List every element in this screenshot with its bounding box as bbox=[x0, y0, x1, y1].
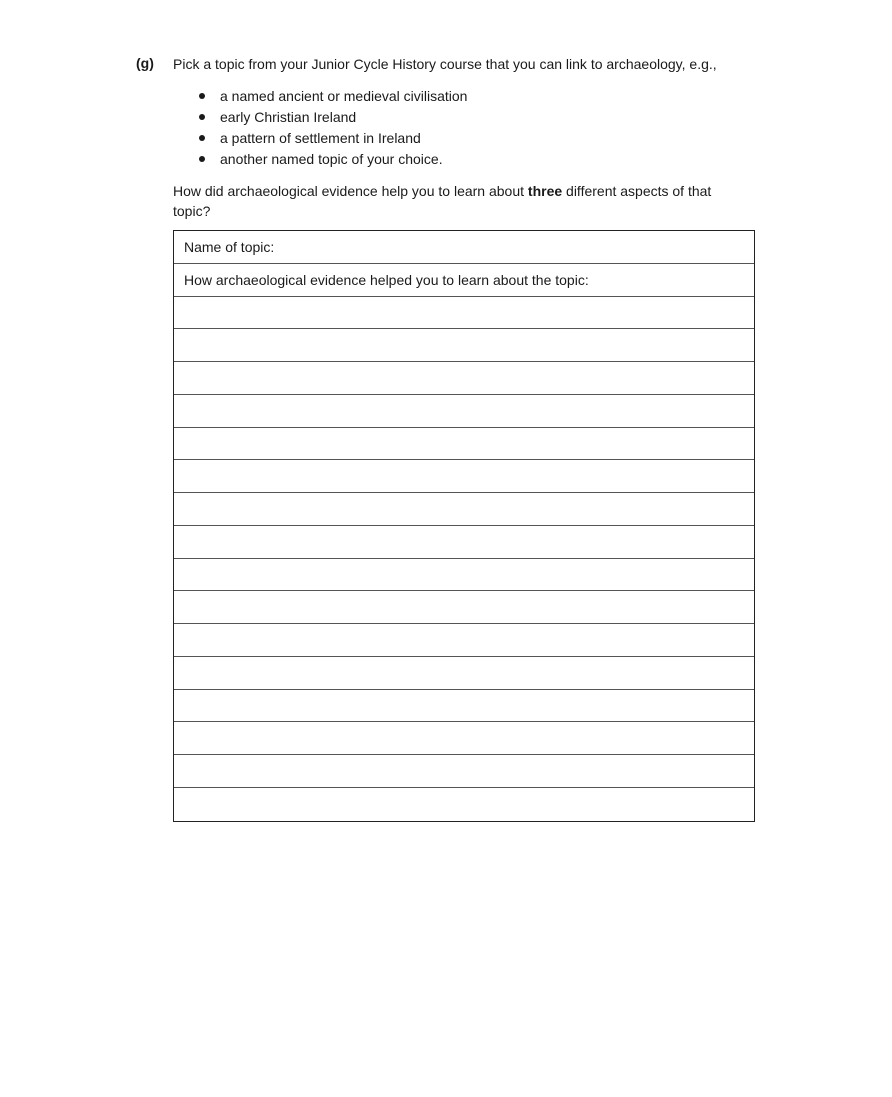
bullet-icon bbox=[199, 93, 205, 99]
list-item-text: another named topic of your choice. bbox=[220, 151, 443, 167]
bullet-icon bbox=[199, 135, 205, 141]
bullet-icon bbox=[199, 156, 205, 162]
answer-line[interactable] bbox=[174, 395, 754, 428]
bullet-icon bbox=[199, 114, 205, 120]
topic-name-label: Name of topic: bbox=[184, 239, 275, 255]
answer-line[interactable] bbox=[174, 493, 754, 526]
answer-line[interactable] bbox=[174, 722, 754, 755]
topic-name-field[interactable] bbox=[174, 231, 754, 264]
prompt-emphasis: three bbox=[527, 183, 563, 199]
prompt-text-end: different aspects of that topic? bbox=[173, 183, 712, 219]
evidence-label: How archaeological evidence helped you to learn about the topic: bbox=[184, 271, 589, 288]
list-item bbox=[173, 108, 753, 129]
answer-line[interactable] bbox=[174, 362, 754, 395]
list-item bbox=[173, 87, 753, 108]
answer-line[interactable] bbox=[174, 690, 754, 723]
answer-line[interactable] bbox=[174, 460, 754, 493]
answer-line[interactable] bbox=[174, 657, 754, 690]
answer-line[interactable] bbox=[174, 755, 754, 788]
answer-line[interactable] bbox=[174, 428, 754, 461]
answer-line[interactable] bbox=[174, 297, 754, 330]
answer-line[interactable] bbox=[174, 329, 754, 362]
list-item bbox=[173, 150, 753, 171]
question-number: (g) bbox=[136, 55, 154, 71]
answer-line[interactable] bbox=[174, 526, 754, 559]
list-item-text: a named ancient or medieval civilisation bbox=[220, 88, 468, 104]
answer-line[interactable] bbox=[174, 559, 754, 592]
list-item bbox=[173, 129, 753, 150]
answer-line[interactable] bbox=[174, 788, 754, 821]
evidence-header-row[interactable] bbox=[174, 264, 754, 297]
answer-line[interactable] bbox=[174, 591, 754, 624]
list-item-text: early Christian Ireland bbox=[220, 109, 357, 125]
example-topics-list bbox=[173, 87, 753, 171]
question-text: Pick a topic from your Junior Cycle History course that you can link to archaeology, e.g., bbox=[173, 56, 717, 72]
answer-table bbox=[173, 230, 755, 822]
answer-line[interactable] bbox=[174, 624, 754, 657]
question-prompt bbox=[173, 181, 748, 221]
prompt-text-start: How did archaeological evidence help you to learn about bbox=[173, 183, 528, 199]
list-item-text: a pattern of settlement in Ireland bbox=[220, 130, 421, 146]
